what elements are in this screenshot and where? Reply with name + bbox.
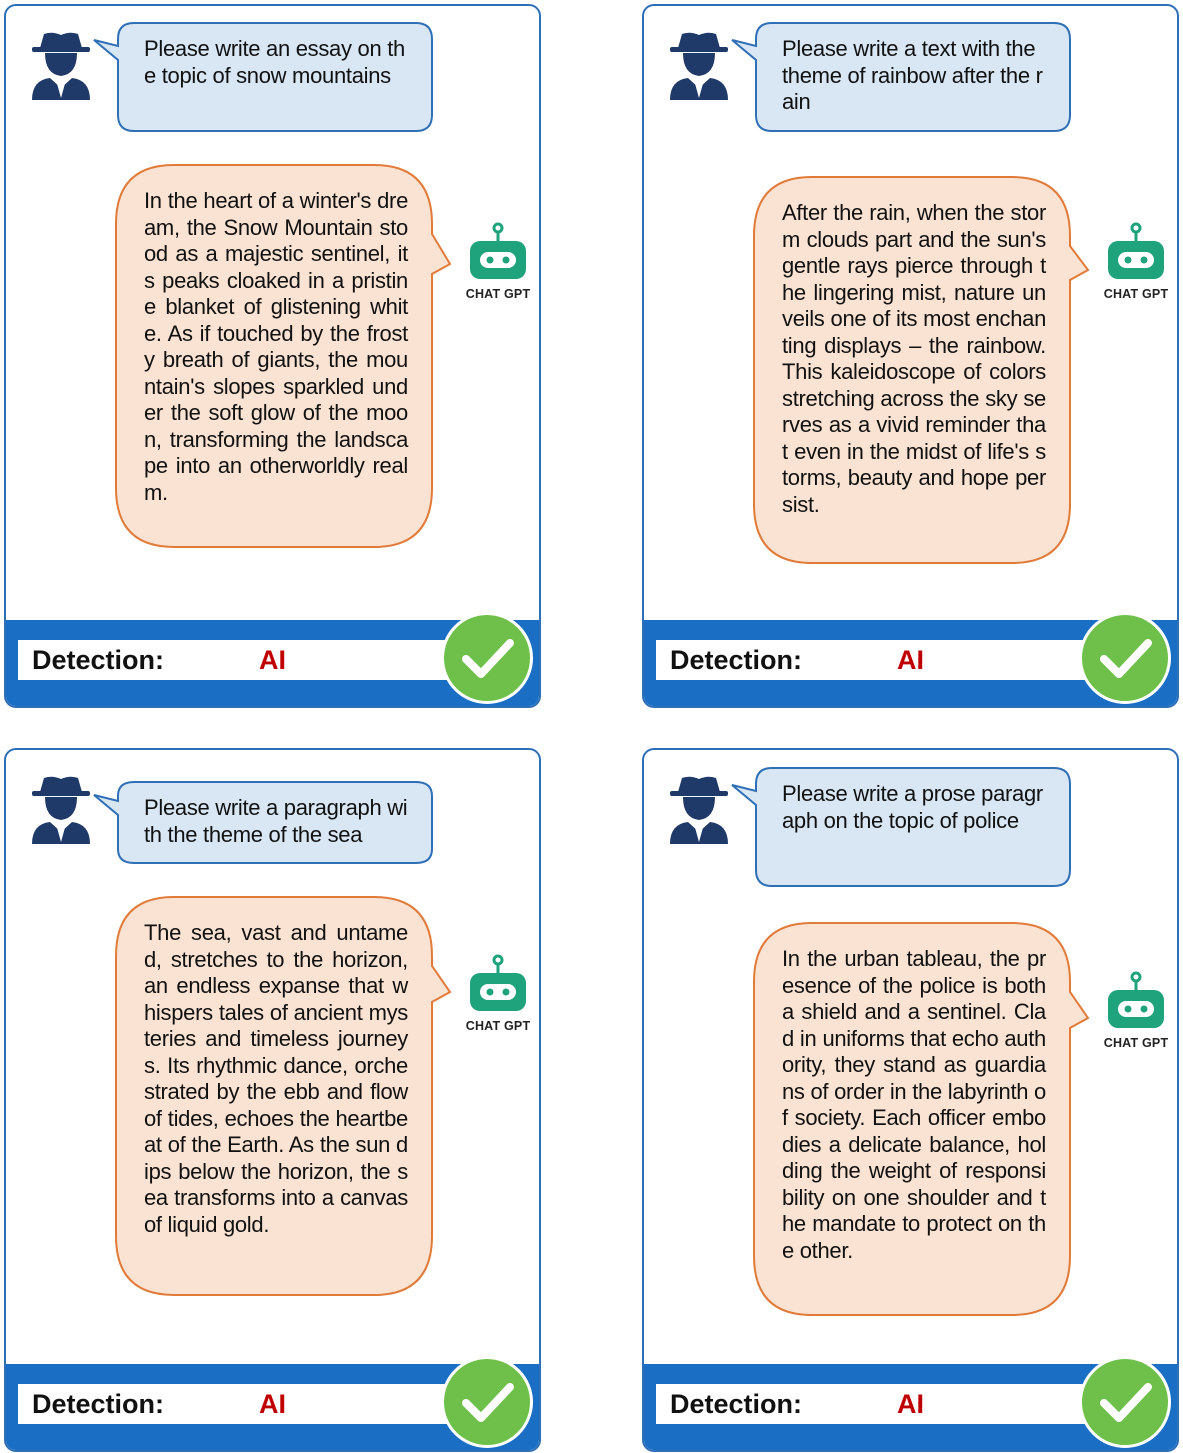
detection-bar xyxy=(644,620,1177,708)
detection-label: Detection: xyxy=(32,1389,165,1419)
checkmark-icon xyxy=(441,612,533,704)
spy-user-icon xyxy=(668,774,730,846)
chatgpt-label: CHAT GPT xyxy=(465,1019,531,1033)
chatgpt-bot xyxy=(1096,971,1176,1051)
detection-label: Detection: xyxy=(32,645,165,675)
detection-label: Detection: xyxy=(670,1389,803,1419)
prompt-text: Please write a text with the theme of rainbow after the rain xyxy=(782,36,1043,114)
user-prompt-bubble xyxy=(752,22,1072,130)
reply-text: In the urban tableau, the presence of the police is both a shield and a sentinel. Clad in uniforms that echo authority, they stand as guardians of order in the labyrinth of society. Each officer embodies a delicate balance, holding the weight of responsibility on one shoulder and the mandate to protect on the other. xyxy=(782,946,1046,1263)
chatgpt-label: CHAT GPT xyxy=(465,287,531,301)
detection-bar xyxy=(644,1364,1177,1452)
detection-bar xyxy=(6,1364,539,1452)
checkmark-icon xyxy=(1079,1356,1171,1448)
chatgpt-label: CHAT GPT xyxy=(1103,1036,1169,1050)
panel-snow-mountains xyxy=(4,4,541,708)
detection-label: Detection: xyxy=(670,645,803,675)
reply-text: In the heart of a winter's dream, the Snow Mountain stood as a majestic sentinel, its peaks cloaked in a pristine blanket of glistening white. As if touched by the frosty breath of giants, the mountain's slopes sparkled under the soft glow of the moon, transforming the landscape into an otherworldly realm. xyxy=(144,188,408,505)
ai-reply-bubble xyxy=(752,922,1072,1288)
chatgpt-bot xyxy=(458,954,538,1034)
reply-text: After the rain, when the storm clouds part and the sun's gentle rays pierce through the lingering mist, nature unveils one of its most enchanting displays – the rainbow. This kaleidoscope of colors stretching across the sky serves as a vivid reminder that even in the midst of life's storms, beauty and hope persist. xyxy=(782,200,1046,517)
prompt-text: Please write a prose paragraph on the topic of police xyxy=(782,781,1043,833)
prompt-text: Please write an essay on the topic of snow mountains xyxy=(144,36,405,88)
user-prompt-bubble xyxy=(752,767,1072,848)
ai-reply-bubble xyxy=(752,176,1072,542)
prompt-text: Please write a paragraph with the theme of the sea xyxy=(144,795,408,847)
robot-icon xyxy=(466,954,530,1014)
detection-value: AI xyxy=(897,645,924,675)
spy-user-icon xyxy=(30,30,92,102)
ai-reply-bubble xyxy=(114,896,434,1262)
panel-police xyxy=(642,748,1179,1452)
user-prompt-bubble xyxy=(114,781,434,862)
user-prompt-bubble xyxy=(114,22,434,103)
ai-reply-bubble xyxy=(114,164,434,530)
robot-icon xyxy=(1104,971,1168,1031)
detection-value: AI xyxy=(259,645,286,675)
panel-rainbow xyxy=(642,4,1179,708)
checkmark-icon xyxy=(441,1356,533,1448)
spy-user-icon xyxy=(668,30,730,102)
chatgpt-label: CHAT GPT xyxy=(1103,287,1169,301)
robot-icon xyxy=(466,222,530,282)
detection-value: AI xyxy=(259,1389,286,1419)
reply-text: The sea, vast and untamed, stretches to the horizon, an endless expanse that whispers tales of ancient mysteries and timeless journeys. Its rhythmic dance, orchestrated by the ebb and flow of tides, echoes the heartbeat of the Earth. As the sun dips below the horizon, the sea transforms into a canvas of liquid gold. xyxy=(144,920,408,1237)
chatgpt-bot xyxy=(458,222,538,302)
panel-sea xyxy=(4,748,541,1452)
spy-user-icon xyxy=(30,774,92,846)
detection-value: AI xyxy=(897,1389,924,1419)
checkmark-icon xyxy=(1079,612,1171,704)
robot-icon xyxy=(1104,222,1168,282)
chatgpt-bot xyxy=(1096,222,1176,302)
detection-bar xyxy=(6,620,539,708)
